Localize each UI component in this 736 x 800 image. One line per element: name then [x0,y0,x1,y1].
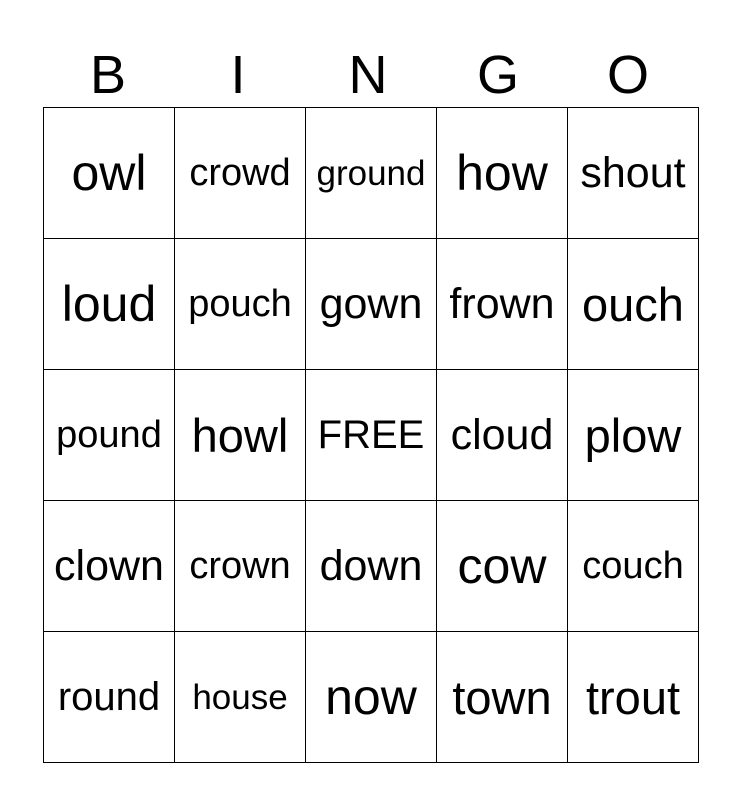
header-letter-b: B [89,45,127,105]
bingo-cell[interactable]: down [306,501,437,632]
header-letter-o: O [606,45,649,105]
bingo-cell[interactable]: ground [306,108,437,239]
board-row [44,632,699,763]
bingo-cell[interactable]: clown [44,501,175,632]
bingo-cell[interactable]: ouch [568,239,699,370]
bingo-cell[interactable]: now [306,632,437,763]
bingo-cell[interactable]: pound [44,370,175,501]
bingo-cell[interactable]: pouch [175,239,306,370]
bingo-cell[interactable]: town [437,632,568,763]
bingo-cell[interactable]: cow [437,501,568,632]
bingo-cell[interactable]: gown [306,239,437,370]
bingo-cell[interactable]: house [175,632,306,763]
header-letter-n: N [348,45,388,105]
bingo-cell[interactable]: trout [568,632,699,763]
header-letter-i: I [230,45,246,105]
bingo-cell[interactable]: round [44,632,175,763]
bingo-cell[interactable]: plow [568,370,699,501]
bingo-cell[interactable]: howl [175,370,306,501]
bingo-cell[interactable]: owl [44,108,175,239]
bingo-cell[interactable]: crowd [175,108,306,239]
header-letter-g: G [476,45,519,105]
bingo-cell[interactable]: loud [44,239,175,370]
bingo-cell[interactable]: cloud [437,370,568,501]
bingo-cell[interactable]: couch [568,501,699,632]
board-row [44,239,699,370]
free-space[interactable]: FREE [306,370,437,501]
board-row [44,108,699,239]
bingo-board [43,107,699,763]
bingo-cell[interactable]: shout [568,108,699,239]
bingo-cell[interactable]: how [437,108,568,239]
bingo-cell[interactable]: frown [437,239,568,370]
board-row [44,370,699,501]
bingo-header [43,42,693,108]
bingo-cell[interactable]: crown [175,501,306,632]
board-row [44,501,699,632]
